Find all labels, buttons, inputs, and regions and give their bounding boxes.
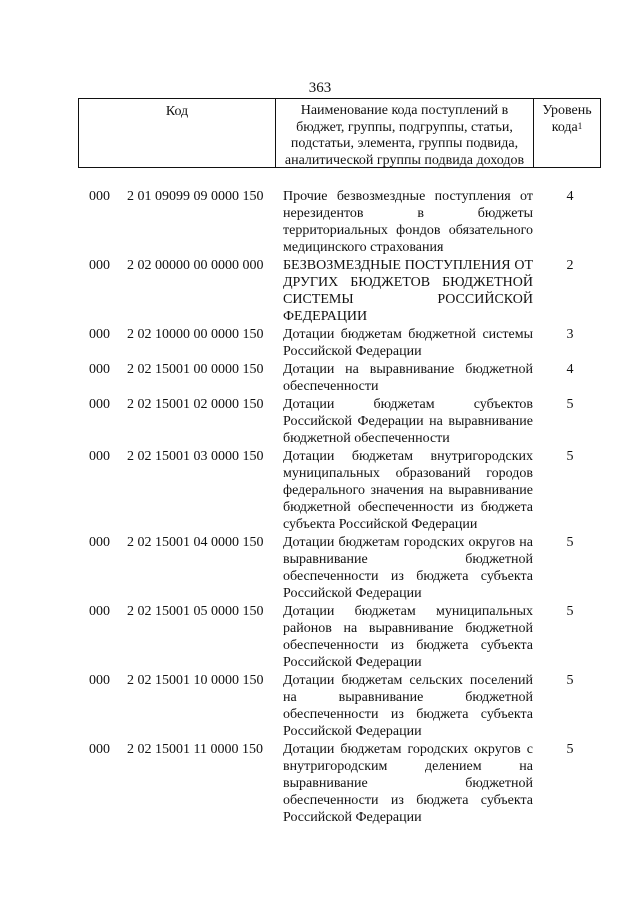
admin-code: 000 — [89, 742, 110, 757]
code-level: 4 — [566, 362, 574, 377]
income-name: Дотации бюджетам сельских поселений на выравнивание бюджетной обеспеченности из бюджета субъекта Российской Федерации — [283, 673, 533, 739]
code-level: 5 — [566, 449, 574, 464]
table-row — [0, 188, 640, 256]
income-name: БЕЗВОЗМЕЗДНЫЕ ПОСТУПЛЕНИЯ ОТ ДРУГИХ БЮДЖЕТОВ БЮДЖЕТНОЙ СИСТЕМЫ РОССИЙСКОЙ ФЕДЕРАЦИИ — [283, 258, 533, 324]
code-level: 3 — [566, 327, 574, 342]
code-level: 4 — [566, 189, 574, 204]
income-code: 2 02 15001 02 0000 150 — [127, 397, 264, 412]
code-level: 5 — [566, 742, 574, 757]
table-row — [0, 603, 640, 671]
income-name: Дотации бюджетам муниципальных районов на выравнивание бюджетной обеспеченности из бюджета субъекта Российской Федерации — [283, 604, 533, 670]
income-name: Дотации бюджетам городских округов на выравнивание бюджетной обеспеченности из бюджета субъекта Российской Федерации — [283, 535, 533, 601]
income-name: Дотации бюджетам городских округов с внутригородским делением на выравнивание бюджетной обеспеченности из бюджета субъекта Российской Федерации — [283, 742, 533, 825]
income-name: Дотации на выравнивание бюджетной обеспеченности — [283, 362, 533, 394]
header-level — [534, 99, 600, 167]
income-code: 2 02 15001 10 0000 150 — [127, 673, 264, 688]
admin-code: 000 — [89, 327, 110, 342]
code-level: 2 — [566, 258, 574, 273]
table-body — [0, 188, 640, 827]
admin-code: 000 — [89, 673, 110, 688]
income-code: 2 02 15001 11 0000 150 — [127, 742, 263, 757]
admin-code: 000 — [89, 189, 110, 204]
admin-code: 000 — [89, 258, 110, 273]
code-level: 5 — [566, 673, 574, 688]
table-row — [0, 396, 640, 447]
page-number: 363 — [308, 80, 332, 96]
admin-code: 000 — [89, 397, 110, 412]
table-row — [0, 672, 640, 740]
income-name: Прочие безвозмездные поступления от нерезидентов в бюджеты территориальных фондов обязательного медицинского страхования — [283, 189, 533, 255]
income-name: Дотации бюджетам субъектов Российской Федерации на выравнивание бюджетной обеспеченности — [283, 397, 533, 446]
header-level-footnote: 1 — [577, 120, 583, 131]
header-name: Наименование кода поступлений в бюджет, группы, подгруппы, статьи, подстатьи, элемента, группы подвида, аналитической группы подвида доходов — [276, 99, 534, 167]
income-name: Дотации бюджетам бюджетной системы Российской Федерации — [283, 327, 533, 359]
table-row — [0, 741, 640, 826]
income-code: 2 02 00000 00 0000 000 — [127, 258, 264, 273]
income-code: 2 02 15001 04 0000 150 — [127, 535, 264, 550]
income-name: Дотации бюджетам внутригородских муниципальных образований городов федерального значения на выравнивание бюджетной обеспеченности из бюджета субъекта Российской Федерации — [283, 449, 533, 532]
table-row — [0, 326, 640, 360]
code-level: 5 — [566, 397, 574, 412]
admin-code: 000 — [89, 449, 110, 464]
income-code: 2 02 15001 00 0000 150 — [127, 362, 264, 377]
table-row — [0, 257, 640, 325]
income-code: 2 02 15001 03 0000 150 — [127, 449, 264, 464]
admin-code: 000 — [89, 604, 110, 619]
table-header — [78, 98, 601, 168]
admin-code: 000 — [89, 535, 110, 550]
income-code: 2 02 10000 00 0000 150 — [127, 327, 264, 342]
income-code: 2 02 15001 05 0000 150 — [127, 604, 264, 619]
income-code: 2 01 09099 09 0000 150 — [127, 189, 264, 204]
code-level: 5 — [566, 535, 574, 550]
admin-code: 000 — [89, 362, 110, 377]
code-level: 5 — [566, 604, 574, 619]
table-row — [0, 448, 640, 533]
table-row — [0, 534, 640, 602]
header-code: Код — [79, 99, 276, 167]
table-row — [0, 361, 640, 395]
header-level-label: Уровень кода — [542, 103, 592, 135]
